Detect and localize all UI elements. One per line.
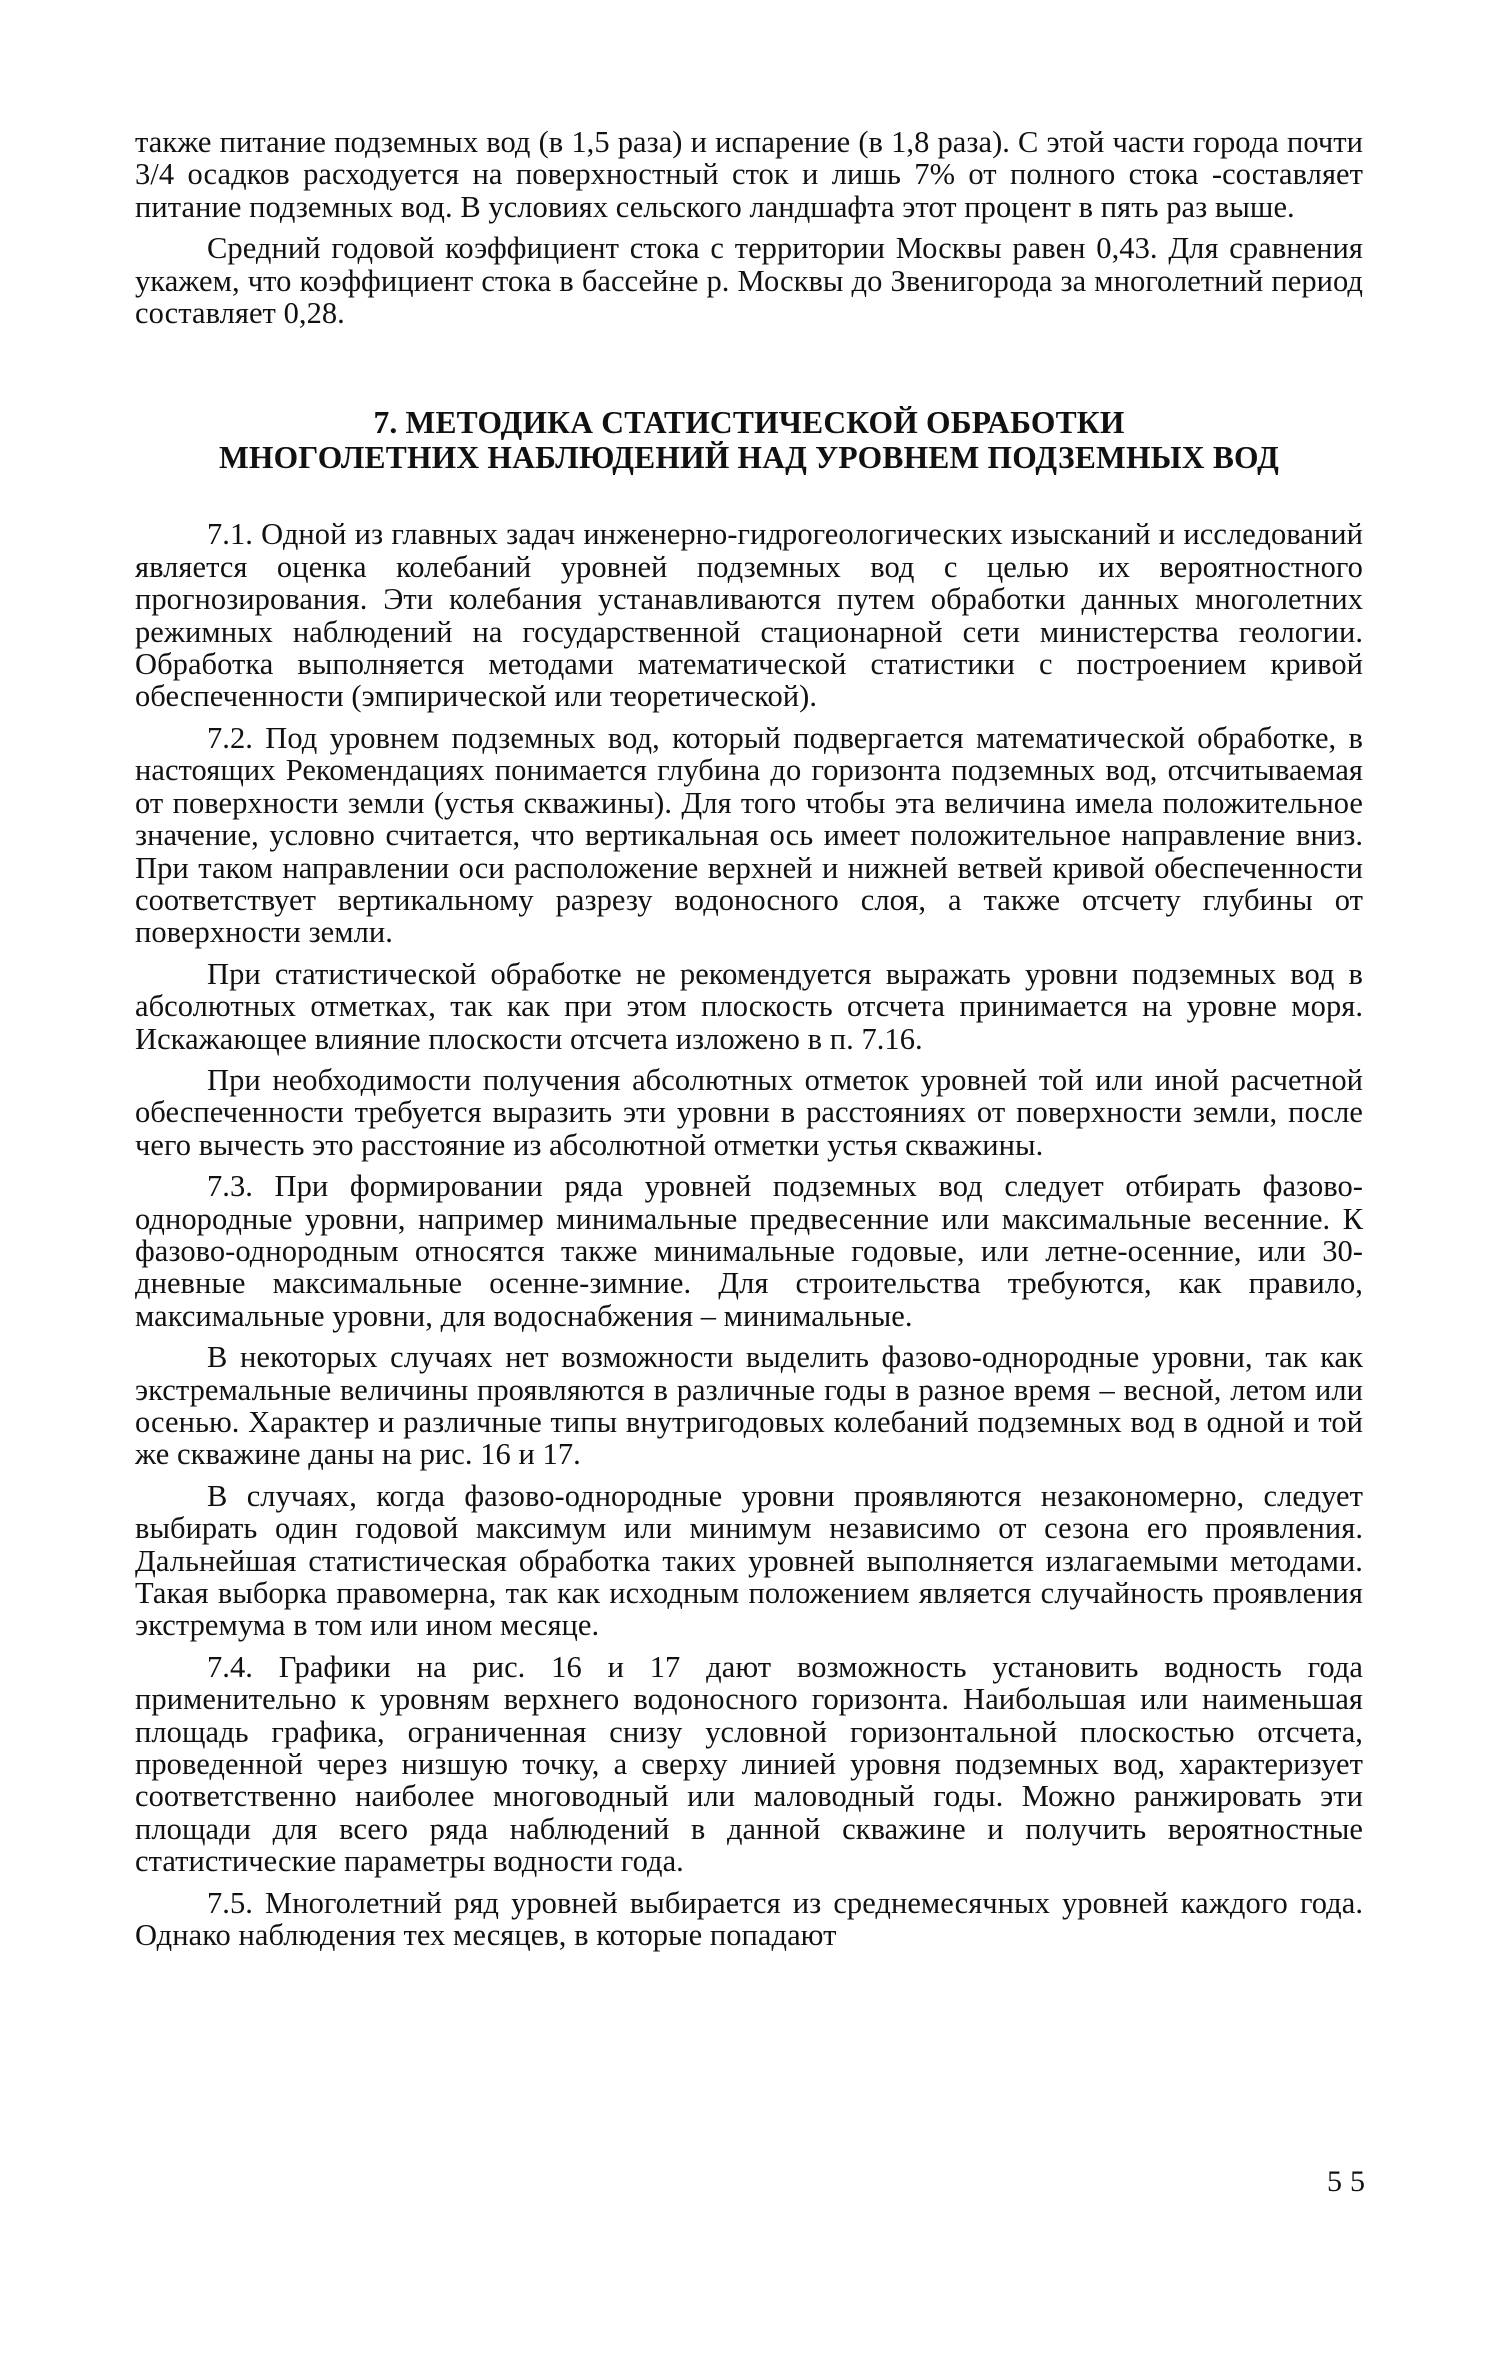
paragraph-7-4: 7.4. Графики на рис. 16 и 17 дают возможность установить водность года применительно к уровням верхнего водоносного горизонта. Наибольшая или наименьшая площадь графика, ограниченная снизу условной горизонтальной плоскостью отсчета, проведенной через низшую точку, а сверху линией уровня подземных вод, характеризует соответственно наиболее многоводный или маловодный годы. Можно ранжировать эти площади для всего ряда наблюдений в данной скважине и получить вероятностные статистические параметры водности года. xyxy=(135,1649,1363,1879)
page-number: 55 xyxy=(1327,2165,1373,2198)
paragraph-absolute-marks: При статистической обработке не рекомендуется выражать уровни подземных вод в абсолютных отметках, так как при этом плоскость отсчета принимается на уровне моря. Искажающее влияние плоскости отсчета изложено в п. 7.16. xyxy=(135,956,1363,1056)
paragraph-phase-homogeneous: В некоторых случаях нет возможности выделить фазово-однородные уровни, так как экстремальные величины проявляются в различные годы в разное время – весной, летом или осенью. Характер и различные типы внутригодовых колебаний подземных вод в одной и той же скважине даны на рис. 16 и 17. xyxy=(135,1340,1363,1472)
paragraph-7-1: 7.1. Одной из главных задач инженерно-гидрогеологических изысканий и исследований является оценка колебаний уровней подземных вод с целью их вероятностного прогнозирования. Эти колебания устанавливаются путем обработки данных многолетних режимных наблюдений на государственной стационарной сети министерства геологии. Обработка выполняется методами математической статистики с построением кривой обеспеченности (эмпирической или теоретической). xyxy=(135,517,1363,714)
paragraph-7-2: 7.2. Под уровнем подземных вод, который подвергается математической обработке, в настоящих Рекомендациях понимается глубина до горизонта подземных вод, отсчитываемая от поверхности земли (устья скважины). Для того чтобы эта величина имела положительное значение, условно считается, что вертикальная ось имеет положительное направление вниз. При таком направлении оси расположение верхней и нижней ветвей кривой обеспеченности соответствует вертикальному разрезу водоносного слоя, а также отсчету глубины от поверхности земли. xyxy=(135,720,1363,950)
paragraph-runoff-coefficient: Средний годовой коэффициент стока с территории Москвы равен 0,43. Для сравнения укажем, что коэффициент стока в бассейне р. Москвы до Звенигорода за многолетний период составляет 0,28. xyxy=(135,231,1363,331)
paragraph-7-3: 7.3. При формировании ряда уровней подземных вод следует отбирать фазово-однородные уровни, например минимальные предвесенние или максимальные весенние. К фазово-однородным относятся также минимальные годовые, или летне-осенние, или 30-дневные максимальные осенне-зимние. Для строительства требуются, как правило, максимальные уровни, для водоснабжения – минимальные. xyxy=(135,1169,1363,1333)
paragraph-absolute-levels: При необходимости получения абсолютных отметок уровней той или иной расчетной обеспеченности требуется выразить эти уровни в расстояниях от поверхности земли, после чего вычесть это расстояние из абсолютной отметки устья скважины. xyxy=(135,1062,1363,1162)
paragraph-7-5: 7.5. Многолетний ряд уровней выбирается из среднемесячных уровней каждого года. Однако наблюдения тех месяцев, в которые попадают xyxy=(135,1885,1363,1953)
page-body xyxy=(135,126,1363,1952)
section-heading xyxy=(135,405,1363,475)
paragraph-continuation: также питание подземных вод (в 1,5 раза) и испарение (в 1,8 раза). С этой части города почти 3/4 осадков расходуется на поверхностный сток и лишь 7% от полного стока -составляет питание подземных вод. В условиях сельского ландшафта этот процент в пять раз выше. xyxy=(135,125,1363,224)
section-heading-line-2: МНОГОЛЕТНИХ НАБЛЮДЕНИЙ НАД УРОВНЕМ ПОДЗЕМНЫХ ВОД xyxy=(218,440,1280,476)
section-heading-line-1: 7. МЕТОДИКА СТАТИСТИЧЕСКОЙ ОБРАБОТКИ xyxy=(373,405,1125,441)
paragraph-annual-extremes: В случаях, когда фазово-однородные уровни проявляются незакономерно, следует выбирать один годовой максимум или минимум независимо от сезона его проявления. Дальнейшая статистическая обработка таких уровней выполняется излагаемыми методами. Такая выборка правомерна, так как исходным положением является случайность проявления экстремума в том или ином месяце. xyxy=(135,1478,1363,1643)
